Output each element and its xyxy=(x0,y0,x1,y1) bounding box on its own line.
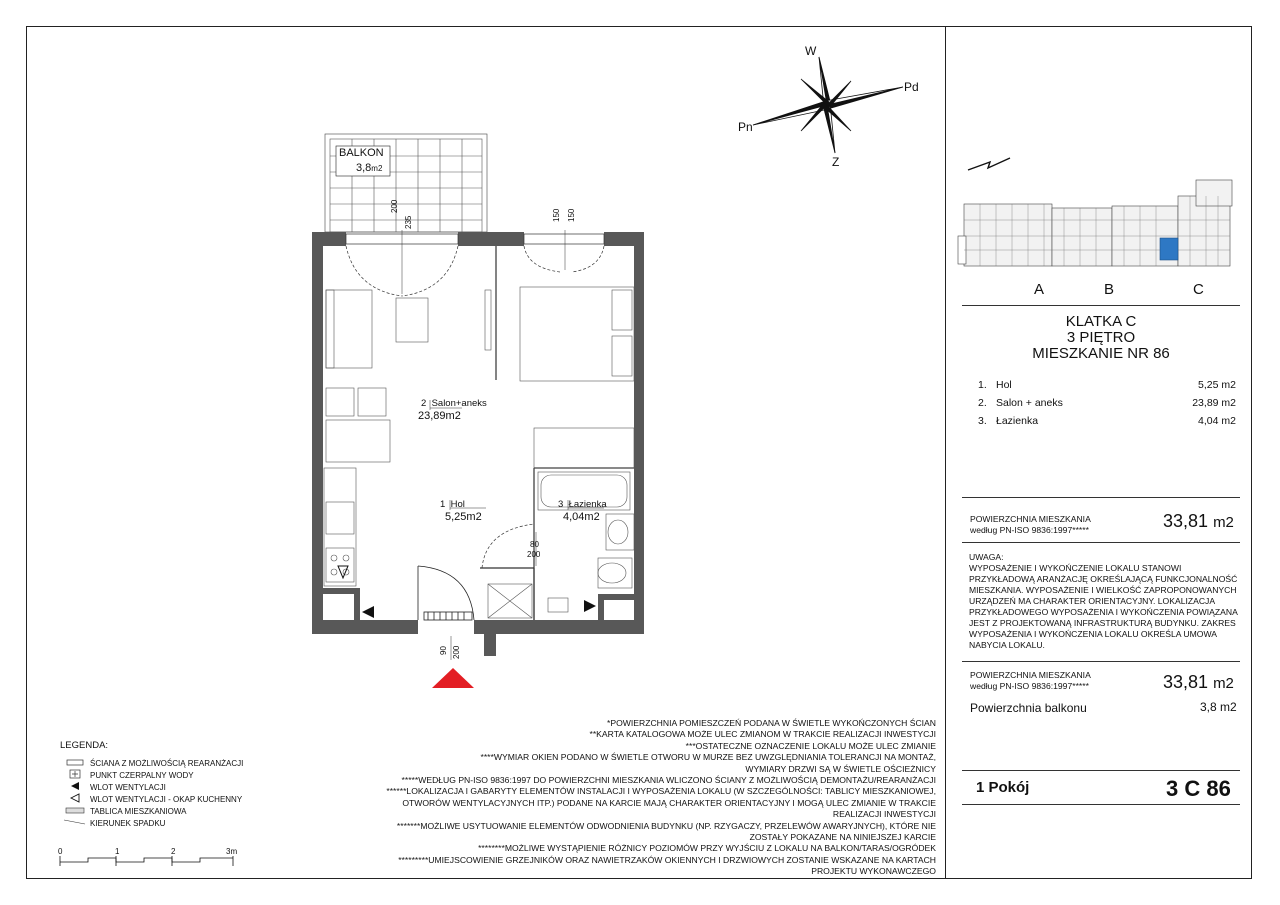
footnote-line: *********UMIEJSCOWIENIE GRZEJNIKÓW ORAZ NAWIETRZAKÓW OKIENNYCH I DRZWIOWYCH ZOSTANIE WSKAZANE NA KARTACH xyxy=(398,854,936,865)
balcony-area: 3,8m2 xyxy=(356,162,383,174)
room-label-hol: 1 Hol xyxy=(440,499,465,510)
dim-entry-door-1: 90 xyxy=(439,646,448,655)
room-area-lazienka: 4,04m2 xyxy=(563,511,600,523)
list-item: 1. Hol 5,25 m2 xyxy=(978,379,1236,391)
scale-tick: 1 xyxy=(115,847,120,856)
dim-window-2: 150 xyxy=(567,208,576,222)
area-label-2: POWIERZCHNIA MIESZKANIA według PN-ISO 9836:1997***** xyxy=(970,670,1091,691)
legend-item: WLOT WENTYLACJI - OKAP KUCHENNY xyxy=(60,793,243,805)
staircase-a: A xyxy=(1034,281,1045,298)
balcony-label: BALKON xyxy=(339,147,384,159)
balcony-area-label: Powierzchnia balkonu xyxy=(970,701,1087,715)
dim-window-1: 150 xyxy=(552,208,561,222)
uwaga-note: UWAGA: WYPOSAŻENIE I WYKOŃCZENIE LOKALU STANOWI PRZYKŁADOWĄ ARANŻACJĘ OKREŚLAJĄCĄ FUNKCJONALNOŚĆ MIESZKANIA. WYPOSAŻENIE I WIELKOŚĆ ZAPROPONOWANYCH URZĄDZEŃ MA CHARAKTER ORIENTACYJNY. LOKALIZACJA PRZYKŁADOWEGO WYPOSAŻENIA I WYKOŃCZENIA POWIĄZANA JEST Z PROJEKTOWANĄ INFRASTRUKTURĄ BUDYNKU. ZAKRES WYPOSAŻENIA I WYKOŃCZENIA LOKALU OKREŚLA UMOWA NABYCIA LOKALU. xyxy=(969,552,1238,650)
dim-balcony-door-2: 235 xyxy=(404,215,413,229)
legend-item: WLOT WENTYLACJI xyxy=(60,781,243,793)
footnote-line: **KARTA KATALOGOWA MOŻE ULEC ZMIANOM W TRAKCIE REALIZACJI INWESTYCJI xyxy=(589,729,936,740)
dim-bath-door-2: 200 xyxy=(527,550,541,559)
compass-pd: Pd xyxy=(904,80,919,94)
footnote-line: ********MOŻLIWE WYSTĄPIENIE RÓŻNICY POZIOMÓW PRZY WYJŚCIU Z LOKALU NA BALKON/TARAS/OGRÓDEK xyxy=(478,843,936,854)
legend-item: PUNKT CZERPALNY WODY xyxy=(60,769,243,781)
mieszkanie: MIESZKANIE NR 86 xyxy=(1032,345,1170,362)
pietro: 3 PIĘTRO xyxy=(1066,329,1136,346)
compass-w: W xyxy=(805,44,817,58)
room-area-hol: 5,25m2 xyxy=(445,511,482,523)
dim-balcony-door-1: 200 xyxy=(390,199,399,213)
room-area-salon: 23,89m2 xyxy=(418,410,461,422)
list-item: 3. Łazienka 4,04 m2 xyxy=(978,415,1236,427)
legend-item: TABLICA MIESZKANIOWA xyxy=(60,805,243,817)
footnote-line: *POWIERZCHNIA POMIESZCZEŃ PODANA W ŚWIETLE WYKOŃCZONYCH ŚCIAN xyxy=(607,718,936,728)
staircase-b: B xyxy=(1104,281,1115,298)
compass-pn: Pn xyxy=(738,120,753,134)
footnote-line: *******MOŻLIWE USYTUOWANIE ELEMENTÓW ODWODNIENIA BUDYNKU (NP. RZYGACZY, PRZELEWÓW AWARYJNYCH), KTÓRE NIE xyxy=(396,820,936,831)
scale-tick: 3m xyxy=(226,847,238,856)
area-value-1: 33,81 m2 xyxy=(1163,511,1234,531)
staircase-c: C xyxy=(1193,281,1204,298)
balcony-area-value: 3,8 m2 xyxy=(1200,700,1237,714)
dim-bath-door-1: 80 xyxy=(530,540,539,549)
legend-title: LEGENDA: xyxy=(60,740,109,751)
scale-tick: 0 xyxy=(58,847,63,856)
legend-item: ŚCIANA Z MOŻLIWOŚCIĄ REARANŻACJI xyxy=(60,757,243,769)
area-label-1: POWIERZCHNIA MIESZKANIA według PN-ISO 9836:1997***** xyxy=(970,514,1091,535)
dim-entry-door-2: 200 xyxy=(452,645,461,659)
room-label-salon: 2 Salon+aneks xyxy=(421,398,487,409)
room-label-lazienka: 3 Łazienka xyxy=(558,499,607,510)
footnote-line: ***OSTATECZNE OZNACZENIE LOKALU MOŻE ULEC ZMIANIE xyxy=(685,740,936,751)
footnote-line: *****WEDŁUG PN-ISO 9836:1997 DO POWIERZCHNI MIESZKANIA WLICZONO ŚCIANY Z MOŻLIWOŚCIĄ DEMONTAŻU/REARANŻACJI xyxy=(401,775,936,786)
footnote-line: ZOSTAŁY POKAZANE NA NINIEJSZEJ KARCIE xyxy=(749,832,936,843)
legend-item: KIERUNEK SPADKU xyxy=(60,817,243,829)
footnote-line: REALIZACJI INWESTYCJI xyxy=(832,809,936,820)
list-item: 2. Salon + aneks 23,89 m2 xyxy=(978,397,1236,409)
scale-tick: 2 xyxy=(171,847,176,856)
footnote-line: PROJEKTU WYKONAWCZEGO xyxy=(811,866,936,877)
compass-z: Z xyxy=(832,155,840,169)
area-value-2: 33,81 m2 xyxy=(1163,672,1234,692)
klatka: KLATKA C xyxy=(1065,313,1137,330)
rooms-count: 1 Pokój xyxy=(976,779,1030,796)
footnote-line: OTWORÓW WENTYLACYJNYCH ITP.) PODANE NA KARCIE MAJĄ CHARAKTER ORIENTACYJNY I MOGĄ ULEC ZMIANIE W TRAKCIE xyxy=(402,797,936,808)
footnote-line: ******LOKALIZACJA I GABARYTY ELEMENTÓW INSTALACJI I WYPOSAŻENIA LOKALU (W SZCZEGÓLNOŚCI: TABLICY MIESZKANIOWEJ, xyxy=(386,786,936,797)
footnote-line: WYMIARY DRZWI SĄ W ŚWIETLE OŚCIEŻNICY xyxy=(745,763,936,774)
apartment-code: 3 C 86 xyxy=(1166,776,1231,801)
footnote-line: ****WYMIAR OKIEN PODANO W ŚWIETLE OTWORU W MURZE BEZ UWZGLĘDNIANIA TOLERANCJI NA MONTAŻ, xyxy=(480,752,936,763)
